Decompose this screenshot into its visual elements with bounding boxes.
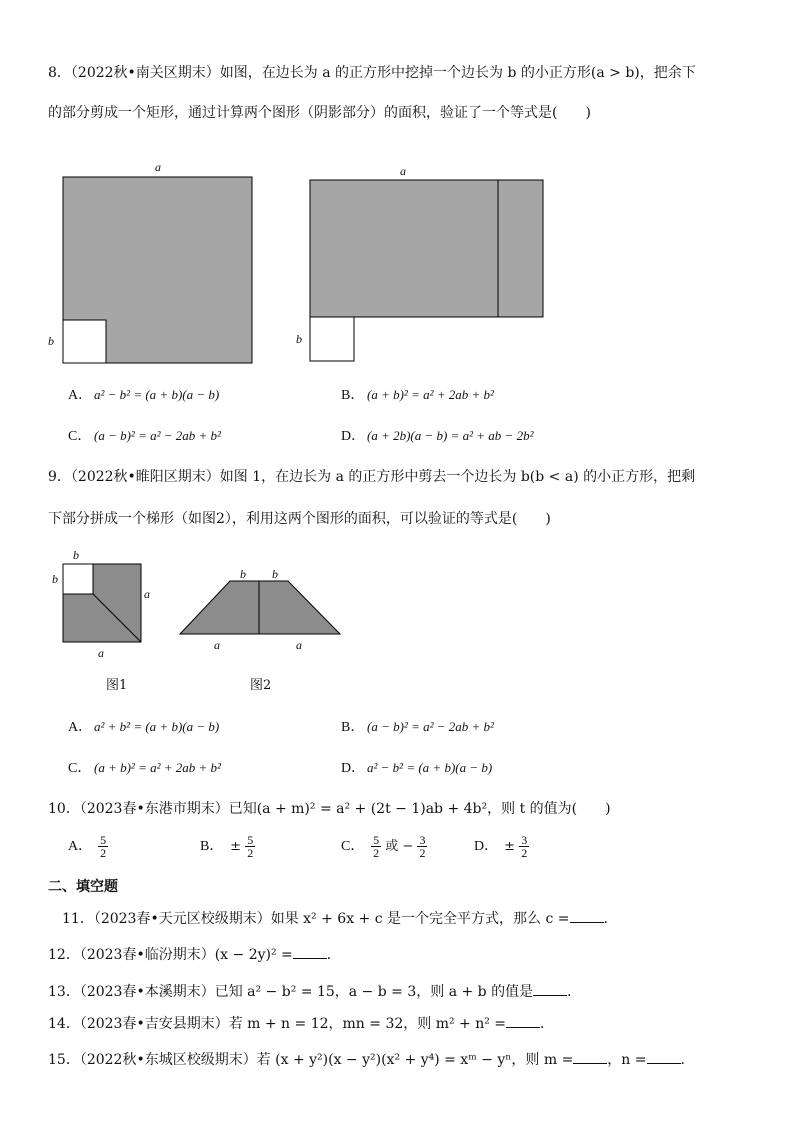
- q10-option-c[interactable]: C． $\frac{5}{2}$ 或 − $\frac{3}{2}$: [341, 833, 426, 860]
- q9-fig1-label-b-left: b: [52, 572, 58, 586]
- q9-fig1-label-a-right: a: [144, 587, 150, 601]
- q8-stem-line2: 的部分剪成一个矩形，通过计算两个图形（阴影部分）的面积，验证了一个等式是( ): [48, 105, 591, 121]
- q12-stem: 12．（2023春•临汾期末）(x − 2y)² = ．: [48, 947, 341, 963]
- q13-stem: 13．（2023春•本溪期末）已知 a² − b² = 15，a − b = 3，则 a + b 的值是 ．: [48, 984, 582, 1000]
- q14-stem: 14．（2023春•吉安县期末）若 m + n = 12，mn = 32，则 m² + n² = ．: [48, 1016, 555, 1032]
- q8-option-a[interactable]: A． a² − b² = (a + b)(a − b): [68, 387, 220, 403]
- q13-answer-blank[interactable]: [533, 983, 567, 996]
- q9-option-a[interactable]: A． a² + b² = (a + b)(a − b): [68, 719, 220, 735]
- q10-d-fraction: $\frac{3}{2}$: [521, 833, 528, 860]
- q12-answer-blank[interactable]: [293, 946, 327, 959]
- q8-small-square: [63, 320, 106, 363]
- q9-fig1-label-a-bottom: a: [98, 646, 104, 660]
- q9-option-d[interactable]: D． a² − b² = (a + b)(a − b): [341, 760, 493, 776]
- q9-trapezoid: [180, 581, 340, 634]
- q9-fig2-caption: 图2: [250, 678, 272, 693]
- q9-fig2-label-b-left: b: [240, 567, 246, 581]
- q10-option-b[interactable]: B． ± $\frac{5}{2}$: [200, 833, 254, 860]
- q10-option-a[interactable]: A． $\frac{5}{2}$: [68, 833, 107, 860]
- q8-option-b[interactable]: B． (a + b)² = a² + 2ab + b²: [341, 387, 494, 403]
- q9-fig1-label-b-top: b: [73, 548, 79, 562]
- q8-fig2-label-a: a: [400, 164, 406, 178]
- q9-fig1-caption: 图1: [106, 678, 128, 693]
- q10-c-fraction-2: $\frac{3}{2}$: [419, 833, 426, 860]
- q15-stem: 15．（2022秋•东城区校级期末）若 (x + y²)(x − y²)(x² + y⁴) = xᵐ − yⁿ，则 m = ，n = ．: [48, 1052, 695, 1068]
- q10-a-fraction: $\frac{5}{2}$: [100, 833, 107, 860]
- q9-figure-2: [178, 579, 342, 637]
- q8-option-c[interactable]: C． (a − b)² = a² − 2ab + b²: [68, 428, 221, 444]
- q8-rect-main: [310, 180, 543, 317]
- q9-option-c[interactable]: C． (a + b)² = a² + 2ab + b²: [68, 760, 221, 776]
- q9-figure-1: [62, 563, 144, 645]
- q10-stem: 10．（2023春•东港市期末）已知(a + m)² = a² + (2t − 1)ab + 4b²，则 t 的值为( ): [48, 801, 611, 817]
- q11-stem: 11．（2023春•天元区校级期末）如果 x² + 6x + c 是一个完全平方式，那么 c = ．: [62, 911, 618, 927]
- q9-stem-line1: 9．（2022秋•睢阳区期末）如图 1，在边长为 a 的正方形中剪去一个边长为 b(b < a) 的小正方形，把剩: [48, 469, 696, 485]
- q8-fig2-label-b: b: [296, 332, 302, 346]
- q9-stem-line2: 下部分拼成一个梯形（如图2），利用这两个图形的面积，可以验证的等式是( ): [48, 511, 551, 527]
- q14-answer-blank[interactable]: [506, 1015, 540, 1028]
- q15-n-blank[interactable]: [647, 1051, 681, 1064]
- q8-rect-small-square: [310, 317, 354, 361]
- q8-fig1-label-a: a: [155, 160, 161, 174]
- q10-b-fraction: $\frac{5}{2}$: [247, 833, 254, 860]
- q10-option-d[interactable]: D． ± $\frac{3}{2}$: [474, 833, 528, 860]
- q15-m-blank[interactable]: [573, 1051, 607, 1064]
- q8-figure-square: [62, 176, 254, 366]
- q8-fig1-label-b: b: [48, 334, 54, 348]
- q9-fig2-label-a-left: a: [214, 638, 220, 652]
- q8-stem-line1: 8．（2022秋•南关区期末）如图，在边长为 a 的正方形中挖掉一个边长为 b 的小正方形(a > b)，把余下: [48, 65, 696, 81]
- q9-fig2-label-a-right: a: [296, 638, 302, 652]
- q8-figure-rectangle: [308, 179, 546, 365]
- q9-small-square: [63, 564, 93, 594]
- q9-option-b[interactable]: B． (a − b)² = a² − 2ab + b²: [341, 719, 494, 735]
- q11-answer-blank[interactable]: [570, 910, 604, 923]
- q8-option-d[interactable]: D． (a + 2b)(a − b) = a² + ab − 2b²: [341, 428, 534, 444]
- q10-c-fraction-1: $\frac{5}{2}$: [373, 833, 380, 860]
- section-heading-fill-in: 二、填空题: [48, 879, 118, 895]
- q9-fig2-label-b-right: b: [272, 567, 278, 581]
